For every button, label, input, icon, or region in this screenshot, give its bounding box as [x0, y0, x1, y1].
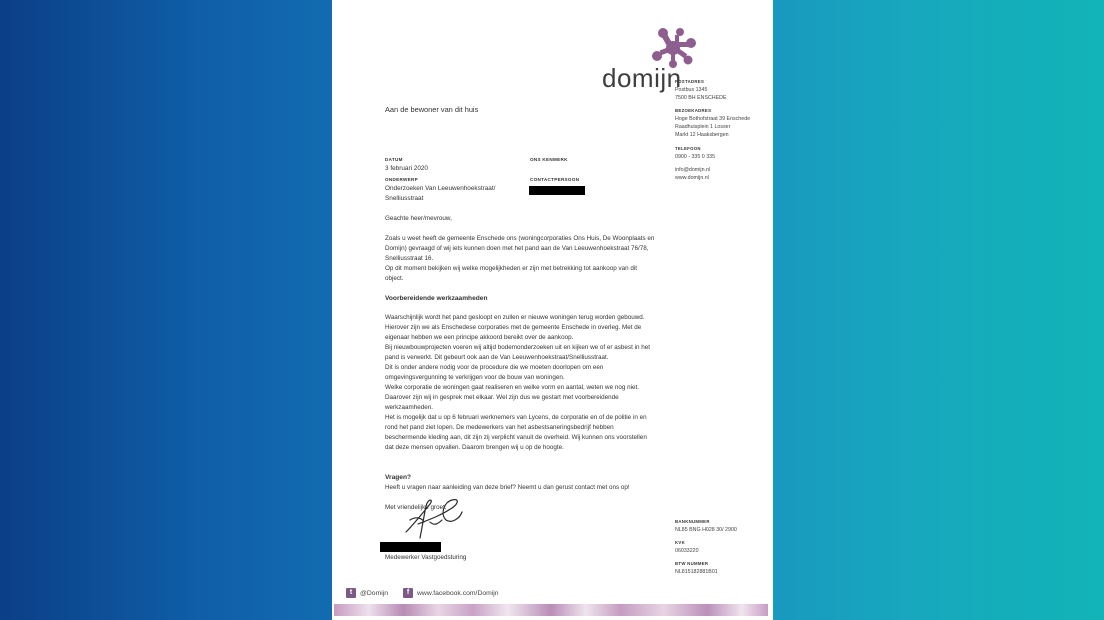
bezoekadres-line: Raadhuisplein 1 Losser	[675, 124, 731, 130]
btw-block	[675, 560, 718, 576]
datum-value: 3 februari 2020	[385, 165, 428, 172]
signature-icon	[400, 494, 470, 542]
recipient-line: Aan de bewoner van dit huis	[385, 105, 479, 114]
bank-block	[675, 518, 737, 534]
text-line: Bij nieuwbouwprojecten voeren wij altijd bodemonderzoeken uit en kijken we of er asbest in het	[385, 344, 650, 351]
contactpersoon-redaction	[529, 186, 585, 195]
bezoekadres-label: BEZOEKADRES	[675, 108, 712, 113]
facebook-url: www.facebook.com/Domijn	[417, 589, 499, 597]
text-line: beschermende kleding aan, dit zijn zij verplicht vanuit de overheid. Wij kunnen ons voorstellen	[385, 434, 647, 441]
website-address: www.domijn.nl	[675, 175, 709, 181]
btw-label: BTW NUMMER	[675, 561, 709, 566]
intro-paragraph	[385, 234, 675, 284]
bezoekadres-line: Hoge Bothofstraat 39 Enschede	[675, 116, 751, 122]
signer-title: Medewerker Vastgoedsturing	[385, 554, 467, 561]
postadres-line: Postbus 1345	[675, 87, 708, 93]
facebook-link[interactable]	[403, 588, 499, 598]
facebook-icon: f	[403, 588, 413, 598]
closing: Met vriendelijke groet,	[385, 504, 447, 511]
postadres-label: POSTADRES	[675, 79, 705, 84]
text-line: eigenaar hebben we een principe akkoord bereikt over de aankoop.	[385, 334, 574, 341]
section-heading-vragen: Vragen?	[385, 474, 412, 481]
onderwerp-label: ONDERWERP	[385, 177, 418, 182]
kvk-block	[675, 539, 699, 555]
kvk-label: KVK	[675, 540, 685, 545]
twitter-link[interactable]	[346, 588, 388, 598]
domijn-wordmark: domijn	[602, 63, 682, 93]
web-block	[675, 166, 710, 182]
btw-number: NL815182881B01	[675, 569, 718, 575]
bezoekadres-block	[675, 107, 750, 139]
text-line: Snelliusstraat 16.	[385, 255, 434, 262]
text-line: Daarover zijn wij in gesprek met elkaar. Wel zijn dus we gestart met voorbereidende	[385, 394, 619, 401]
postadres-block	[675, 78, 727, 102]
onderwerp-line: Onderzoeken Van Leeuwenhoekstraat/	[385, 185, 496, 192]
section-heading-voorbereidende: Voorbereidende werkzaamheden	[385, 295, 488, 302]
text-line: dat deze mensen opvallen. Daarom brengen wij u op de hoogte.	[385, 444, 564, 451]
bezoekadres-line: Markt 12 Haaksbergen	[675, 132, 729, 138]
postadres-line: 7500 BH ENSCHEDE	[675, 95, 727, 101]
text-line: werkzaamheden.	[385, 404, 433, 411]
text-line: Op dit moment bekijken wij welke mogelijkheden er zijn met betrekking tot aankoop van dit	[385, 265, 638, 272]
twitter-icon: t	[346, 588, 356, 598]
text-line: pand is verwerkt. Dit gebeurt ook aan de Van Leeuwenhoekstraat/Snelliusstraat.	[385, 354, 609, 361]
telefoon-block	[675, 145, 715, 161]
datum-label: DATUM	[385, 157, 403, 162]
onderwerp-value	[385, 184, 495, 204]
telefoon-number: 0900 - 335 0 335	[675, 154, 716, 160]
section2-paragraph: Heeft u vragen naar aanleiding van deze brief? Neemt u dan gerust contact met ons op!	[385, 484, 630, 491]
email-address: info@domijn.nl	[675, 167, 711, 173]
salutation: Geachte heer/mevrouw,	[385, 215, 452, 222]
text-line: rond het pand ziet lopen. De medewerkers van het asbestsaneringsbedrijf hebben	[385, 424, 614, 431]
letter-page	[332, 0, 773, 620]
telefoon-label: TELEFOON	[675, 146, 701, 151]
onderwerp-line: Snelliusstraat	[385, 195, 424, 202]
contactpersoon-label: CONTACTPERSOON	[530, 177, 580, 182]
kenmerk-label: ONS KENMERK	[530, 157, 568, 162]
bank-number: NL85 BNG H028 30/ 2900	[675, 527, 737, 533]
kvk-number: 06033220	[675, 548, 699, 554]
text-line: Zoals u weet heeft de gemeente Enschede ons (woningcorporaties Ons Huis, De Woonplaats en	[385, 235, 655, 242]
text-line: object.	[385, 275, 404, 282]
bank-label: BANKNUMMER	[675, 519, 710, 524]
twitter-handle: @Domijn	[360, 589, 389, 597]
text-line: Dit is onder andere nodig voor de procedure die we moeten doorlopen om een	[385, 364, 604, 371]
text-line: Domijn) gevraagd of wij iets kunnen doen met het pand aan de Van Leeuwenhoekstraat 76/78,	[385, 245, 649, 252]
text-line: Waarschijnlijk wordt het pand gesloopt en zullen er nieuwe woningen terug worden gebouwd.	[385, 314, 645, 321]
signer-name-redaction	[380, 542, 441, 552]
text-line: Welke corporatie de woningen gaat realiseren en welke vorm en aantal, weten we nog niet.	[385, 384, 640, 391]
text-line: Hierover zijn we als Enschedese corporaties met de gemeente Enschede in overleg. Met de	[385, 324, 642, 331]
text-line: Het is mogelijk dat u op 6 februari werknemers van Lycens, de corporatie en of de politie in en	[385, 414, 647, 421]
section1-paragraph	[385, 313, 675, 453]
text-line: omgevingsvergunning te verkrijgen voor de bouw van woningen.	[385, 374, 565, 381]
decorative-footer-band	[334, 604, 768, 616]
